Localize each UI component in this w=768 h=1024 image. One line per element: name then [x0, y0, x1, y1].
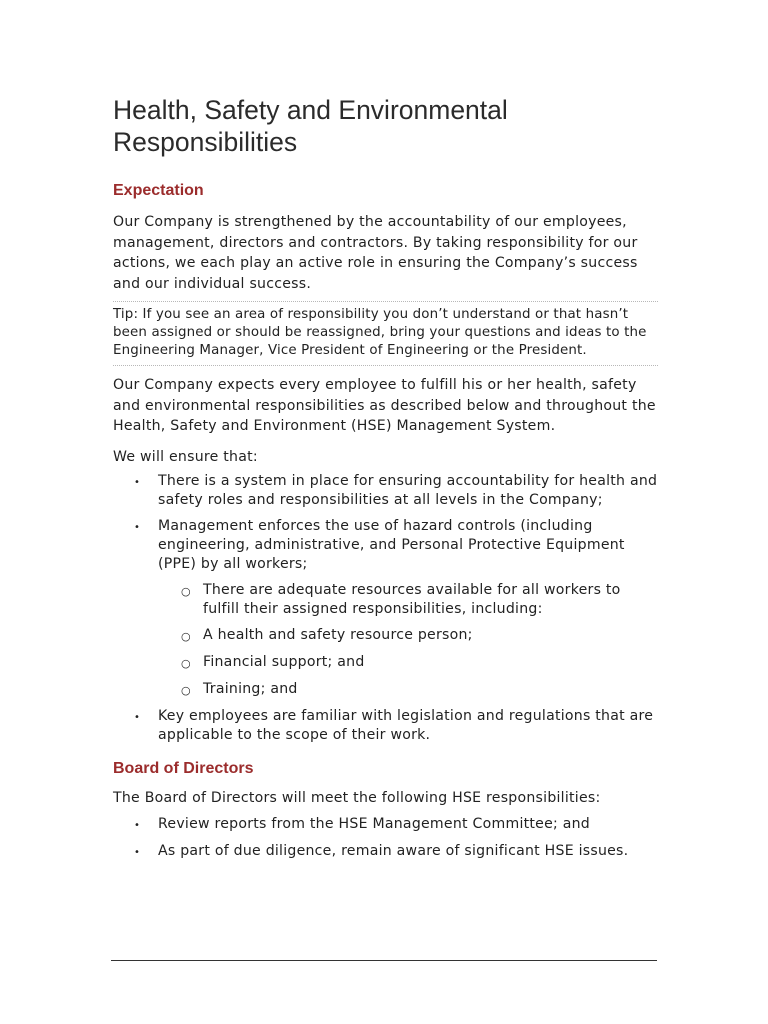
sub-list-item [113, 680, 658, 699]
list-item-text: A health and safety resource person; [203, 627, 473, 643]
list-item [113, 472, 658, 510]
circle-bullet-icon: ○ [181, 630, 191, 643]
sub-list-item [113, 626, 658, 645]
bullet-icon: • [134, 522, 141, 533]
footer-divider [111, 960, 657, 961]
list-item [113, 815, 658, 834]
list-item-text: Review reports from the HSE Management Committee; and [158, 815, 590, 832]
list-item [113, 517, 658, 574]
sub-list-item [113, 653, 658, 672]
list-item-text: Management enforces the use of hazard controls (including engineering, administrative, and Personal Protective Equipment (PPE) by all workers; [158, 518, 625, 572]
bullet-icon: • [134, 819, 141, 831]
circle-bullet-icon: ○ [181, 585, 191, 598]
tip-box: Tip: If you see an area of responsibility you don’t understand or that hasn’t been assigned or should be reassigned, bring your questions and ideas to the Engineering Manager, Vice President of Engineering or the President. [113, 301, 658, 366]
list-item-text: There is a system in place for ensuring accountability for health and safety roles and responsibilities at all levels in the Company; [158, 473, 658, 508]
list-item-text: As part of due diligence, remain aware of significant HSE issues. [158, 842, 629, 859]
list-item-text: Training; and [203, 681, 298, 697]
list-item [113, 842, 658, 861]
list-item [113, 707, 658, 745]
section-heading-board-of-directors: Board of Directors [113, 760, 254, 777]
page-title: Health, Safety and Environmental Responsibilities [113, 95, 508, 157]
bullet-icon: • [134, 712, 141, 723]
bullet-icon: • [134, 477, 141, 488]
circle-bullet-icon: ○ [181, 657, 191, 670]
list-item-text: Financial support; and [203, 654, 365, 670]
expectation-expects-paragraph: Our Company expects every employee to fulfill his or her health, safety and environmental responsibilities as described below and throughout the Health, Safety and Environment (HSE) Management System. [113, 377, 656, 434]
board-list [113, 815, 658, 861]
list-item-text: Key employees are familiar with legislation and regulations that are applicable to the scope of their work. [158, 708, 654, 743]
sub-list-item [113, 581, 658, 619]
bullet-icon: • [134, 846, 141, 858]
circle-bullet-icon: ○ [181, 684, 191, 697]
document-content [113, 94, 658, 861]
ensure-list [113, 472, 658, 745]
expectation-intro-paragraph: Our Company is strengthened by the accountability of our employees, management, directors and contractors. By taking responsibility for our actions, we each play an active role in ensuring the Company’s success and our individual success. [113, 214, 638, 292]
section-heading-expectation: Expectation [113, 182, 204, 199]
ensure-lead-text: We will ensure that: [113, 448, 258, 465]
list-item-text: There are adequate resources available for all workers to fulfill their assigned responsibilities, including: [203, 582, 621, 617]
board-intro-paragraph: The Board of Directors will meet the following HSE responsibilities: [113, 790, 601, 806]
